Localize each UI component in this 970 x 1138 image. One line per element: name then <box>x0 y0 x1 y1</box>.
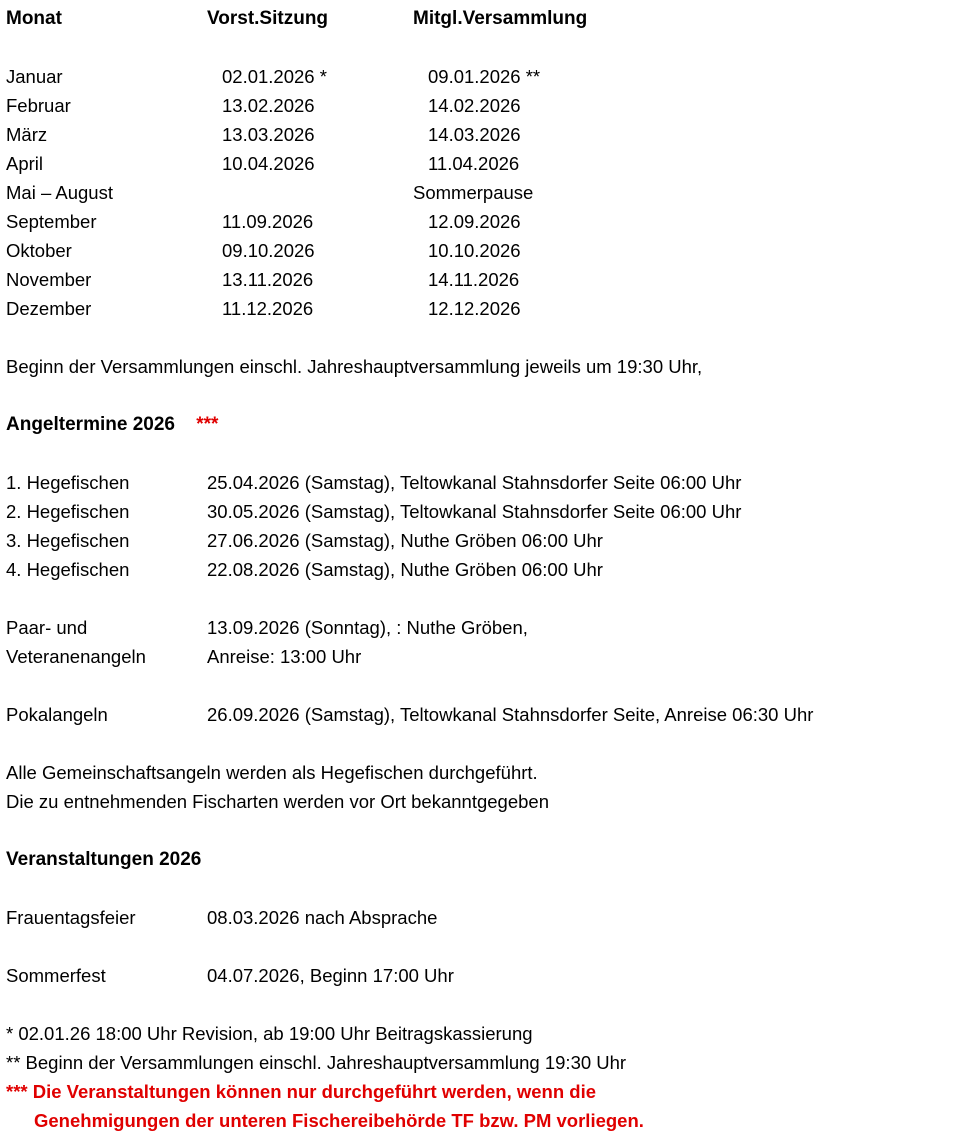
sommerfest-event <box>6 961 960 990</box>
month-cell: Dezember <box>6 298 92 319</box>
table-body <box>6 62 960 323</box>
mitgl-date-cell: 14.11.2026 <box>428 269 520 290</box>
mitgl-date-cell: 10.10.2026 <box>428 240 521 261</box>
mitgl-date-cell: 14.03.2026 <box>428 124 521 145</box>
event-row-hegefischen-1 <box>6 468 960 497</box>
event-row-hegefischen-4 <box>6 555 960 584</box>
event-details: 22.08.2026 (Samstag), Nuthe Gröben 06:00 Uhr <box>207 559 603 580</box>
event-label: Veteranenangeln <box>6 646 146 667</box>
event-row-sommerfest <box>6 961 960 990</box>
table-row <box>6 294 960 323</box>
column-header-monat: Monat <box>6 8 62 29</box>
event-details: Anreise: 13:00 Uhr <box>207 646 362 667</box>
month-cell: Oktober <box>6 240 72 261</box>
event-details: 13.09.2026 (Sonntag), : Nuthe Gröben, <box>207 617 528 638</box>
note-line: Die zu entnehmenden Fischarten werden vor Ort bekanntgegeben <box>6 791 550 812</box>
month-cell: November <box>6 269 92 290</box>
table-row <box>6 149 960 178</box>
angeltermine-heading <box>6 410 960 439</box>
event-details: 30.05.2026 (Samstag), Teltowkanal Stahnsdorfer Seite 06:00 Uhr <box>207 501 742 522</box>
mitgl-date-cell: 14.02.2026 <box>428 95 521 116</box>
vorst-date-cell: 10.04.2026 <box>222 153 315 174</box>
angeltermine-heading-text: Angeltermine 2026 <box>6 414 175 435</box>
vorst-date-cell: 09.10.2026 <box>222 240 315 261</box>
vorst-date-cell: 11.12.2026 <box>222 298 314 319</box>
footnote-single-asterisk: * 02.01.26 18:00 Uhr Revision, ab 19:00 Uhr Beitragskassierung <box>6 1023 533 1044</box>
table-header-row <box>6 4 960 33</box>
event-row-hegefischen-2 <box>6 497 960 526</box>
event-details: 26.09.2026 (Samstag), Teltowkanal Stahnsdorfer Seite, Anreise 06:30 Uhr <box>207 704 814 725</box>
column-header-mitgl-versammlung: Mitgl.Versammlung <box>413 8 588 29</box>
footnote-triple-asterisk-line2: Genehmigungen der unteren Fischereibehörde TF bzw. PM vorliegen. <box>34 1110 644 1131</box>
event-row-paar-veteranen-line2 <box>6 642 960 671</box>
event-label: 1. Hegefischen <box>6 472 130 493</box>
vorst-date-cell: 02.01.2026 * <box>222 66 327 87</box>
pokalangeln-event <box>6 700 960 729</box>
sommerpause-cell: Sommerpause <box>413 182 534 203</box>
gemeinschaftsangeln-notes <box>6 758 960 816</box>
meeting-start-note: Beginn der Versammlungen einschl. Jahreshauptversammlung jeweils um 19:30 Uhr, <box>6 356 703 377</box>
event-label: 2. Hegefischen <box>6 501 130 522</box>
event-details: 25.04.2026 (Samstag), Teltowkanal Stahnsdorfer Seite 06:00 Uhr <box>207 472 742 493</box>
mitgl-date-cell: 12.12.2026 <box>428 298 521 319</box>
event-row-frauentagsfeier <box>6 903 960 932</box>
event-label: Sommerfest <box>6 965 106 986</box>
veranstaltungen-heading: Veranstaltungen 2026 <box>6 849 202 870</box>
mitgl-date-cell: 11.04.2026 <box>428 153 520 174</box>
table-row <box>6 265 960 294</box>
column-header-vorst-sitzung: Vorst.Sitzung <box>207 8 329 29</box>
table-row <box>6 120 960 149</box>
event-row-paar-veteranen-line1 <box>6 613 960 642</box>
event-label: 3. Hegefischen <box>6 530 130 551</box>
month-cell: Februar <box>6 95 71 116</box>
month-cell: Januar <box>6 66 63 87</box>
event-details: 04.07.2026, Beginn 17:00 Uhr <box>207 965 454 986</box>
event-label: Paar- und <box>6 617 88 638</box>
meetings-schedule-table <box>6 4 960 323</box>
month-cell: April <box>6 153 44 174</box>
table-row <box>6 236 960 265</box>
footnotes <box>6 1019 960 1135</box>
month-cell: Mai – August <box>6 182 113 203</box>
vorst-date-cell: 13.03.2026 <box>222 124 315 145</box>
event-label: Frauentagsfeier <box>6 907 136 928</box>
table-row <box>6 91 960 120</box>
footnote-double-asterisk: ** Beginn der Versammlungen einschl. Jahreshauptversammlung 19:30 Uhr <box>6 1052 627 1073</box>
mitgl-date-cell: 09.01.2026 ** <box>428 66 541 87</box>
mitgl-date-cell: 12.09.2026 <box>428 211 521 232</box>
footnote-triple-asterisk-line1: *** Die Veranstaltungen können nur durchgeführt werden, wenn die <box>6 1081 597 1102</box>
event-label: Pokalangeln <box>6 704 108 725</box>
event-details: 08.03.2026 nach Absprache <box>207 907 438 928</box>
month-cell: März <box>6 124 48 145</box>
note-line: Alle Gemeinschaftsangeln werden als Hegefischen durchgeführt. <box>6 762 538 783</box>
month-cell: September <box>6 211 97 232</box>
event-row-hegefischen-3 <box>6 526 960 555</box>
vorst-date-cell <box>207 178 413 207</box>
event-label: 4. Hegefischen <box>6 559 130 580</box>
table-row <box>6 178 960 207</box>
vorst-date-cell: 13.02.2026 <box>222 95 315 116</box>
triple-asterisk-marker: *** <box>196 414 219 435</box>
event-details: 27.06.2026 (Samstag), Nuthe Gröben 06:00 Uhr <box>207 530 603 551</box>
vorst-date-cell: 13.11.2026 <box>222 269 314 290</box>
event-row-pokalangeln <box>6 700 960 729</box>
table-row <box>6 207 960 236</box>
frauentagsfeier-event <box>6 903 960 932</box>
table-row <box>6 62 960 91</box>
paar-veteranenangeln-event <box>6 613 960 671</box>
hegefischen-event-list <box>6 468 960 584</box>
vorst-date-cell: 11.09.2026 <box>222 211 314 232</box>
